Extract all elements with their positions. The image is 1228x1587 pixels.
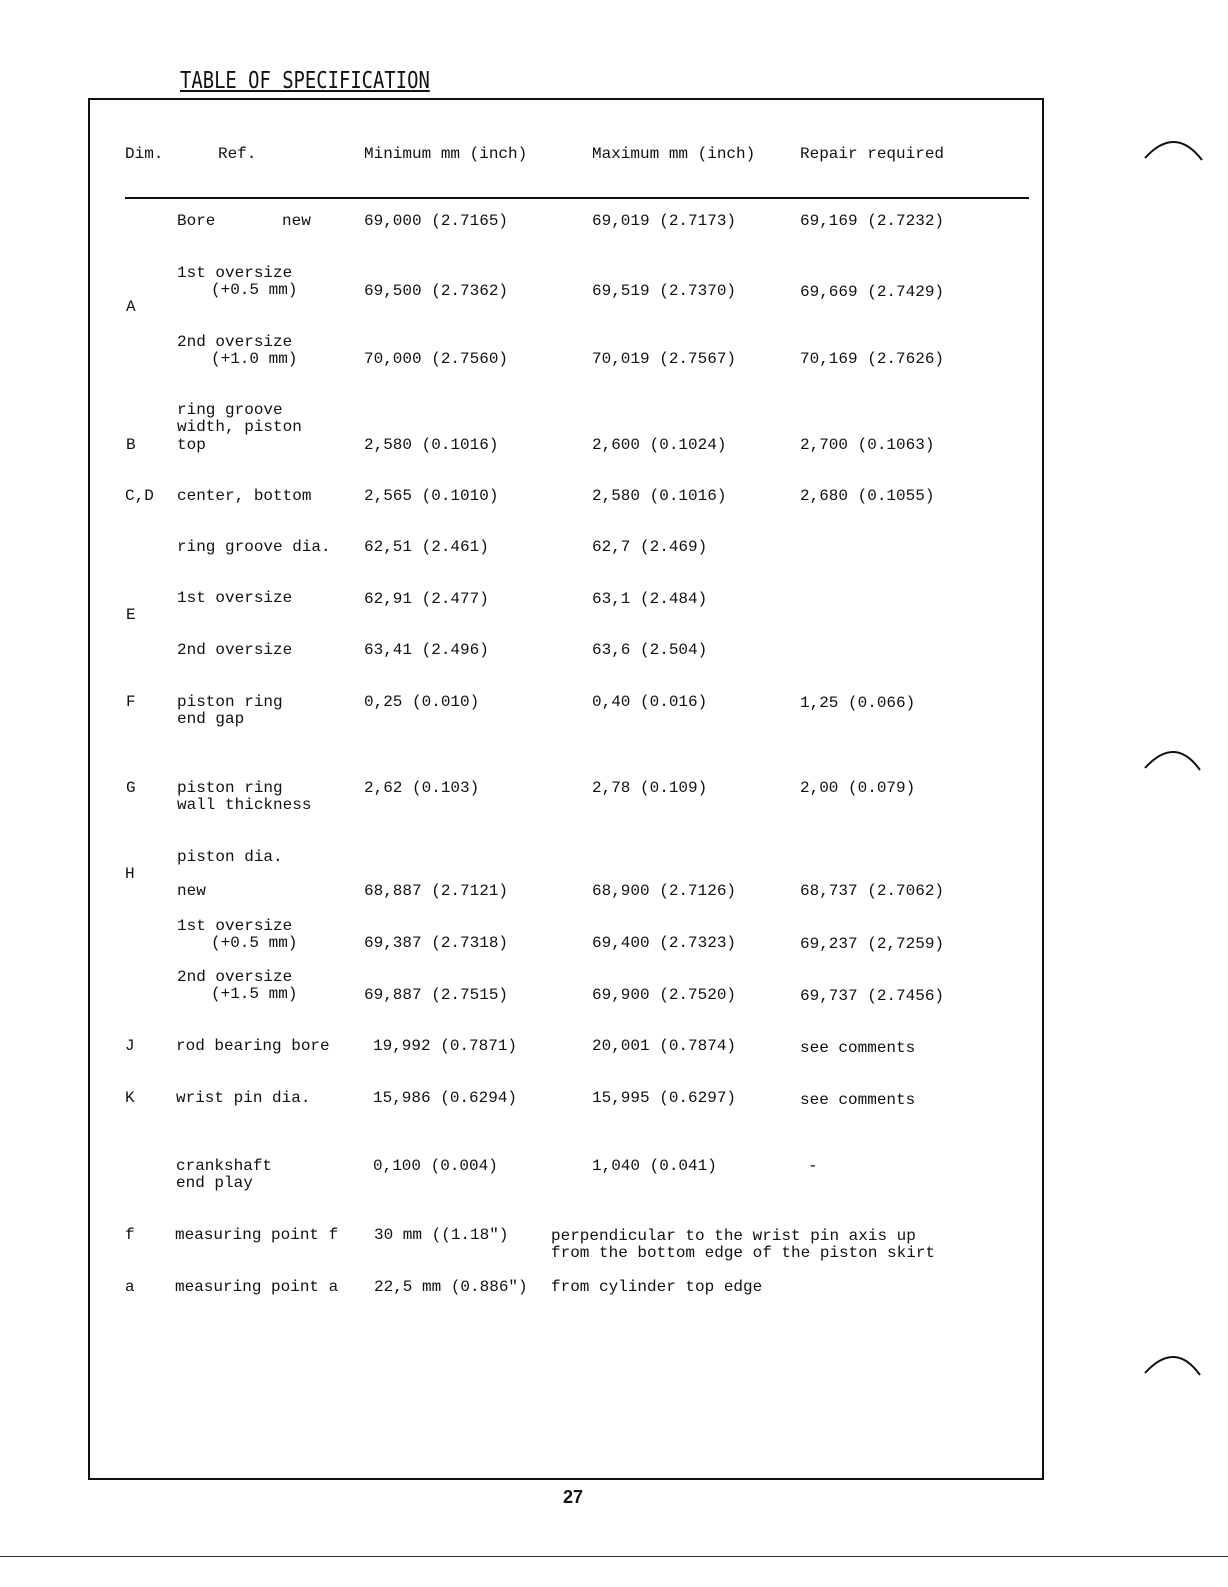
binder-hole-icon [1140, 130, 1220, 180]
max-cell: 1,040 (0.041) [592, 1157, 717, 1175]
ref-cell: end gap [177, 710, 245, 728]
note-cell: from cylinder top edge [551, 1278, 763, 1296]
dim-cell: J [125, 1037, 135, 1055]
ref-cell: measuring point a [175, 1278, 339, 1296]
max-cell: 70,019 (2.7567) [592, 350, 737, 368]
ref-cell: (+0.5 mm) [211, 281, 298, 299]
repair-cell: 69,237 (2,7259) [800, 935, 945, 953]
repair-cell: 69,169 (2.7232) [800, 212, 945, 230]
max-cell: 2,580 (0.1016) [592, 487, 727, 505]
page-title: TABLE OF SPECIFICATION [180, 68, 430, 94]
max-cell: 20,001 (0.7874) [592, 1037, 737, 1055]
min-cell: 0,25 (0.010) [364, 693, 480, 711]
repair-cell: 68,737 (2.7062) [800, 882, 945, 900]
max-cell: 68,900 (2.7126) [592, 882, 737, 900]
ref-cell: piston dia. [177, 848, 283, 866]
repair-cell: 2,700 (0.1063) [800, 436, 935, 454]
header-dim: Dim. [125, 145, 164, 163]
max-cell: 15,995 (0.6297) [592, 1089, 737, 1107]
ref-cell: piston ring [177, 693, 283, 711]
binder-hole-icon [1140, 1345, 1220, 1395]
ref-cell: 2nd oversize [177, 968, 293, 986]
max-cell: 2,600 (0.1024) [592, 436, 727, 454]
repair-cell: see comments [800, 1091, 916, 1109]
min-cell: 30 mm ((1.18") [374, 1226, 509, 1244]
ref-cell: new [177, 882, 206, 900]
min-cell: 63,41 (2.496) [364, 641, 489, 659]
min-cell: 69,500 (2.7362) [364, 282, 509, 300]
note-cell: perpendicular to the wrist pin axis up [551, 1227, 916, 1245]
ref-cell: center, bottom [177, 487, 312, 505]
min-cell: 2,565 (0.1010) [364, 487, 499, 505]
repair-cell: 1,25 (0.066) [800, 694, 916, 712]
note-cell: from the bottom edge of the piston skirt [551, 1244, 936, 1262]
min-cell: 68,887 (2.7121) [364, 882, 509, 900]
ref-cell: ring groove [177, 401, 283, 419]
ref-cell: crankshaft [176, 1157, 273, 1175]
max-cell: 62,7 (2.469) [592, 538, 708, 556]
max-cell: 69,519 (2.7370) [592, 282, 737, 300]
ref-cell: new [282, 212, 311, 230]
min-cell: 62,91 (2.477) [364, 590, 489, 608]
min-cell: 2,580 (0.1016) [364, 436, 499, 454]
dim-cell: G [126, 779, 136, 797]
repair-cell: 69,669 (2.7429) [800, 283, 945, 301]
dim-cell: H [125, 865, 135, 883]
ref-cell: top [177, 436, 206, 454]
binder-hole-icon [1140, 740, 1220, 790]
min-cell: 15,986 (0.6294) [373, 1089, 518, 1107]
ref-cell: 2nd oversize [177, 641, 293, 659]
min-cell: 0,100 (0.004) [373, 1157, 498, 1175]
dim-cell: a [125, 1278, 135, 1296]
header-divider [125, 197, 1029, 199]
header-max: Maximum mm (inch) [592, 145, 756, 163]
repair-cell: see comments [800, 1039, 916, 1057]
ref-cell: 1st oversize [177, 264, 293, 282]
ref-cell: (+0.5 mm) [211, 934, 298, 952]
ref-cell: wall thickness [177, 796, 312, 814]
min-cell: 69,887 (2.7515) [364, 986, 509, 1004]
ref-cell: rod bearing bore [176, 1037, 330, 1055]
max-cell: 69,400 (2.7323) [592, 934, 737, 952]
repair-cell: 2,680 (0.1055) [800, 487, 935, 505]
min-cell: 69,000 (2.7165) [364, 212, 509, 230]
ref-cell: 1st oversize [177, 589, 293, 607]
header-ref: Ref. [218, 145, 257, 163]
max-cell: 63,1 (2.484) [592, 590, 708, 608]
min-cell: 2,62 (0.103) [364, 779, 480, 797]
ref-cell: measuring point f [175, 1226, 339, 1244]
min-cell: 19,992 (0.7871) [373, 1037, 518, 1055]
min-cell: 62,51 (2.461) [364, 538, 489, 556]
ref-cell: width, piston [177, 418, 302, 436]
page-number: 27 [563, 1487, 584, 1507]
min-cell: 70,000 (2.7560) [364, 350, 509, 368]
header-min: Minimum mm (inch) [364, 145, 528, 163]
repair-cell: 2,00 (0.079) [800, 779, 916, 797]
header-repair: Repair required [800, 145, 945, 163]
min-cell: 69,387 (2.7318) [364, 934, 509, 952]
bottom-rule [0, 1556, 1228, 1557]
ref-cell: (+1.0 mm) [211, 350, 298, 368]
dim-cell: B [126, 436, 136, 454]
dim-cell: f [125, 1226, 135, 1244]
ref-cell: (+1.5 mm) [211, 985, 298, 1003]
dim-cell: A [126, 298, 136, 316]
dim-cell: F [126, 693, 136, 711]
dim-cell: K [125, 1089, 135, 1107]
repair-cell: - [808, 1157, 818, 1175]
max-cell: 69,019 (2.7173) [592, 212, 737, 230]
dim-cell: C,D [125, 487, 154, 505]
ref-cell: piston ring [177, 779, 283, 797]
ref-cell: end play [176, 1174, 253, 1192]
max-cell: 69,900 (2.7520) [592, 986, 737, 1004]
max-cell: 0,40 (0.016) [592, 693, 708, 711]
min-cell: 22,5 mm (0.886") [374, 1278, 528, 1296]
max-cell: 2,78 (0.109) [592, 779, 708, 797]
ref-cell: wrist pin dia. [176, 1089, 311, 1107]
repair-cell: 70,169 (2.7626) [800, 350, 945, 368]
ref-cell: 1st oversize [177, 917, 293, 935]
dim-cell: E [126, 606, 136, 624]
ref-cell: 2nd oversize [177, 333, 293, 351]
ref-cell: ring groove dia. [177, 538, 331, 556]
repair-cell: 69,737 (2.7456) [800, 987, 945, 1005]
max-cell: 63,6 (2.504) [592, 641, 708, 659]
ref-cell: Bore [177, 212, 216, 230]
